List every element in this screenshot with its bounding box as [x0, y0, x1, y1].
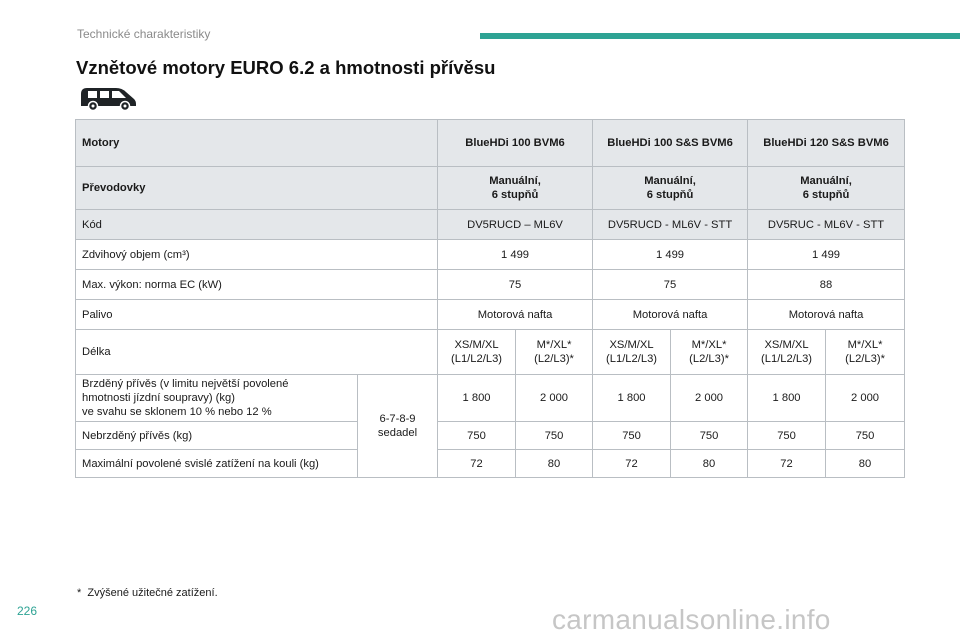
footnote-text: Zvýšené užitečné zatížení. [87, 587, 218, 599]
displacement-value: 1 499 [593, 240, 748, 270]
length-value: XS/M/XL (L1/L2/L3) [593, 330, 671, 375]
towball-value: 80 [516, 450, 593, 478]
towball-value: 80 [826, 450, 905, 478]
length-value: M*/XL* (L2/L3)* [516, 330, 593, 375]
towball-value: 80 [671, 450, 748, 478]
van-icon [78, 85, 138, 112]
length-value: M*/XL* (L2/L3)* [671, 330, 748, 375]
code-value: DV5RUC - ML6V - STT [748, 210, 905, 240]
power-value: 88 [748, 270, 905, 300]
power-label: Max. výkon: norma EC (kW) [76, 270, 438, 300]
code-value: DV5RUCD – ML6V [438, 210, 593, 240]
braked-trailer-label: Brzděný přívěs (v limitu největší povolené hmotnosti jízdní soupravy) (kg) ve svahu se sklonem 10 % nebo 12 % [76, 375, 358, 422]
gearbox-label: Převodovky [76, 167, 438, 210]
braked-value: 2 000 [671, 375, 748, 422]
seats-value: 6-7-8-9 sedadel [358, 375, 438, 478]
braked-value: 2 000 [516, 375, 593, 422]
code-label: Kód [76, 210, 438, 240]
towball-value: 72 [438, 450, 516, 478]
towball-value: 72 [593, 450, 671, 478]
fuel-value: Motorová nafta [748, 300, 905, 330]
unbraked-value: 750 [593, 422, 671, 450]
header-row-gearbox [76, 167, 905, 210]
towball-value: 72 [748, 450, 826, 478]
engine-name: BlueHDi 100 BVM6 [438, 120, 593, 167]
displacement-value: 1 499 [748, 240, 905, 270]
fuel-label: Palivo [76, 300, 438, 330]
length-label: Délka [76, 330, 438, 375]
running-header: Technické charakteristiky [77, 27, 211, 41]
fuel-row [76, 300, 905, 330]
unbraked-value: 750 [671, 422, 748, 450]
footnote-mark: * [77, 587, 82, 599]
unbraked-value: 750 [516, 422, 593, 450]
unbraked-trailer-row [76, 422, 905, 450]
unbraked-trailer-label: Nebrzděný přívěs (kg) [76, 422, 358, 450]
code-row [76, 210, 905, 240]
gearbox-value: Manuální, 6 stupňů [748, 167, 905, 210]
engine-spec-table [75, 119, 905, 478]
unbraked-value: 750 [826, 422, 905, 450]
fuel-value: Motorová nafta [593, 300, 748, 330]
towball-load-row [76, 450, 905, 478]
towball-load-label: Maximální povolené svislé zatížení na kouli (kg) [76, 450, 358, 478]
engine-name: BlueHDi 120 S&S BVM6 [748, 120, 905, 167]
unbraked-value: 750 [438, 422, 516, 450]
length-row [76, 330, 905, 375]
gearbox-value: Manuální, 6 stupňů [593, 167, 748, 210]
displacement-row [76, 240, 905, 270]
fuel-value: Motorová nafta [438, 300, 593, 330]
braked-trailer-row [76, 375, 905, 422]
watermark: carmanualsonline.info [552, 604, 831, 635]
motors-label: Motory [76, 120, 438, 167]
braked-value: 1 800 [748, 375, 826, 422]
braked-value: 2 000 [826, 375, 905, 422]
footnote [77, 587, 218, 599]
page-title: Vznětové motory EURO 6.2 a hmotnosti přívěsu [76, 57, 496, 78]
unbraked-value: 750 [748, 422, 826, 450]
braked-value: 1 800 [438, 375, 516, 422]
power-value: 75 [438, 270, 593, 300]
displacement-value: 1 499 [438, 240, 593, 270]
power-row [76, 270, 905, 300]
header-row-motors [76, 120, 905, 167]
page-number: 226 [17, 604, 38, 618]
length-value: M*/XL* (L2/L3)* [826, 330, 905, 375]
engine-name: BlueHDi 100 S&S BVM6 [593, 120, 748, 167]
code-value: DV5RUCD - ML6V - STT [593, 210, 748, 240]
header-accent-bar [480, 33, 960, 39]
braked-value: 1 800 [593, 375, 671, 422]
length-value: XS/M/XL (L1/L2/L3) [438, 330, 516, 375]
displacement-label: Zdvihový objem (cm³) [76, 240, 438, 270]
length-value: XS/M/XL (L1/L2/L3) [748, 330, 826, 375]
gearbox-value: Manuální, 6 stupňů [438, 167, 593, 210]
power-value: 75 [593, 270, 748, 300]
